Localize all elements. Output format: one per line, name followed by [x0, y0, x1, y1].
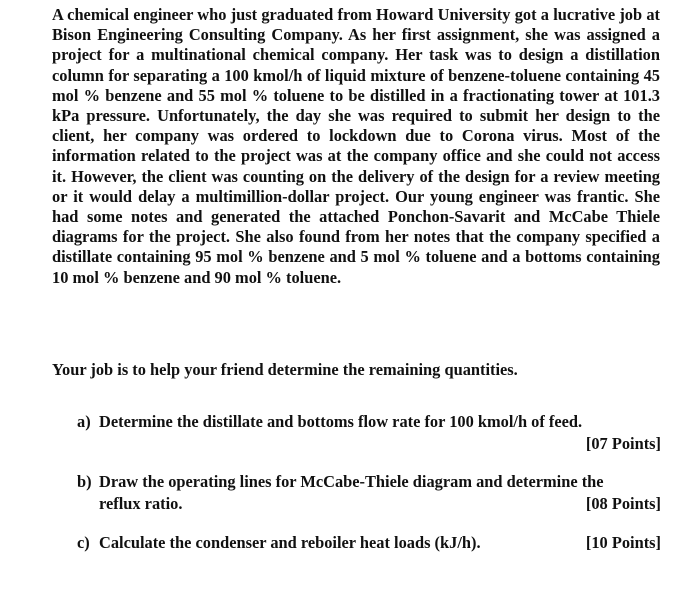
question-c [77, 532, 661, 554]
question-text: Calculate the condenser and reboiler heat loads (kJ/h). [99, 533, 481, 552]
question-text: Draw the operating lines for McCabe-Thiele diagram and determine the [99, 472, 604, 491]
question-b [77, 471, 661, 515]
question-text-continued: reflux ratio. [99, 494, 183, 513]
question-marker: a) [77, 412, 91, 431]
question-a [77, 411, 661, 455]
problem-statement: A chemical engineer who just graduated from Howard University got a lucrative job at Bison Engineering Consulting Company. As her first assignment, she was assigned a project for a multinational chemical company. Her task was to design a distillation column for separating a 100 kmol/h of liquid mixture of benzene-toluene containing 45 mol % benzene and 55 mol % toluene to be distilled in a fractionating tower at 101.3 kPa pressure. Unfortunately, the day she was required to submit her design to the client, her company was ordered to lockdown due to Corona virus. Most of the information related to the project was at the company office and she could not access it. However, the client was counting on the delivery of the design for a review meeting or it would delay a multimillion-dollar project. Our young engineer was frantic. She had some notes and generated the attached Ponchon-Savarit and McCabe Thiele diagrams for the project. She also found from her notes that the company specified a distillate containing 95 mol % benzene and 5 mol % toluene and a bottoms containing 10 mol % benzene and 90 mol % toluene. [52, 5, 660, 287]
question-marker: c) [77, 533, 90, 552]
question-text: Determine the distillate and bottoms flow rate for 100 kmol/h of feed. [99, 412, 583, 431]
question-points: [07 Points] [585, 434, 661, 453]
question-points: [08 Points] [585, 494, 661, 513]
task-instruction: Your job is to help your friend determine the remaining quantities. [52, 360, 518, 379]
question-points: [10 Points] [585, 533, 661, 552]
question-marker: b) [77, 472, 92, 491]
